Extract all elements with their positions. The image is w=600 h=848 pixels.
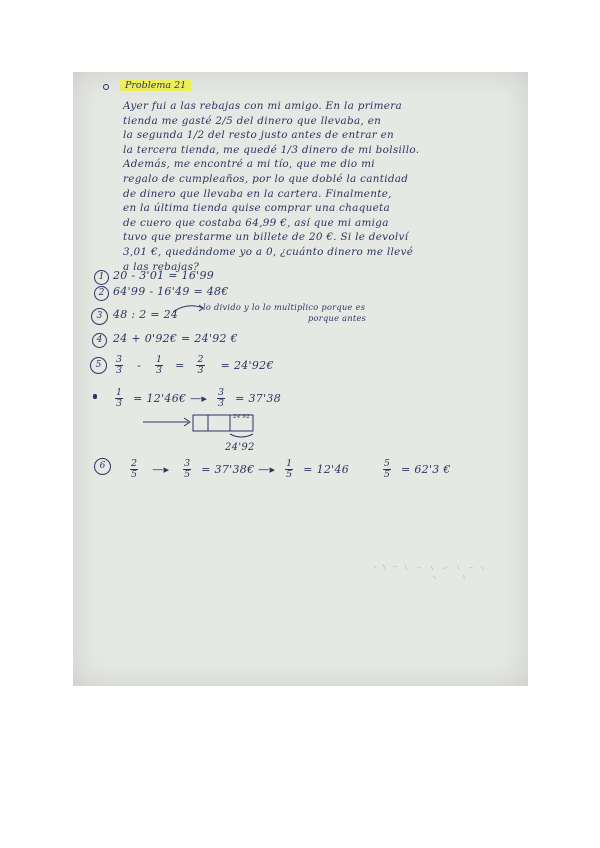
step-2-equation: 64'99 - 16'49 = 48€ xyxy=(113,285,229,298)
step-number: 3 xyxy=(91,308,108,325)
step-3-arrow xyxy=(173,304,205,314)
step-thirds-equation xyxy=(113,388,281,409)
box-note: 24'92 xyxy=(233,414,251,420)
text-line: Además, me encontré a mi tío, que me dio mi xyxy=(123,158,375,171)
step-number: 4 xyxy=(92,333,107,348)
step-6-equation xyxy=(128,459,451,480)
result: = 37'38 xyxy=(235,391,282,405)
result: = 24'92€ xyxy=(220,358,274,372)
text-line: la tercera tienda, me quedé 1/3 dinero de mi bolsillo. xyxy=(123,143,420,156)
text-line: a las rebajas? xyxy=(123,260,200,273)
numerator: 5 xyxy=(383,458,391,469)
text-line: regalo de cumpleaños, por lo que doblé la cantidad xyxy=(123,172,409,185)
text-line: la segunda 1/2 del resto justo antes de entrar en xyxy=(123,129,395,142)
bullet-circle xyxy=(103,84,109,90)
arrow: —▸ xyxy=(152,462,170,476)
diagram-label: 24'92 xyxy=(225,442,255,453)
numerator: 1 xyxy=(116,387,123,398)
text-line: 3,01 €, quedándome yo a 0, ¿cuánto dinero me llevé xyxy=(123,245,414,258)
denominator: 5 xyxy=(383,469,391,480)
fraction xyxy=(217,388,225,409)
fraction xyxy=(196,355,204,376)
step-number: 1 xyxy=(94,270,109,285)
operator: - xyxy=(137,358,142,372)
denominator: 3 xyxy=(218,398,225,409)
middle-term: = 12'46€ —▸ xyxy=(133,391,208,405)
numerator: 3 xyxy=(184,458,191,469)
numerator: 2 xyxy=(197,354,204,365)
numerator: 3 xyxy=(116,354,123,365)
fraction xyxy=(285,459,293,480)
middle-term: = 37'38€ —▸ xyxy=(201,462,276,476)
numerator: 3 xyxy=(218,387,225,398)
step-3-note-line1: lo divido y lo lo multiplico porque es xyxy=(203,302,366,312)
fraction xyxy=(115,388,123,409)
text-line: de dinero que llevaba en la cartera. Finalmente, xyxy=(123,187,392,200)
step-number: 6 xyxy=(94,458,111,475)
numerator: 1 xyxy=(155,354,163,365)
text-line: de cuero que costaba 64,99 €, así que mi amiga xyxy=(123,216,389,229)
step-5-equation xyxy=(113,355,274,376)
problem-text xyxy=(123,99,419,274)
middle-term: = 12'46 xyxy=(303,462,350,476)
numerator: 1 xyxy=(286,458,293,469)
step-4-equation: 24 + 0'92€ = 24'92 € xyxy=(113,332,238,345)
step-number: 2 xyxy=(94,286,109,301)
text-line: Ayer fui a las rebajas con mi amigo. En la primera xyxy=(123,100,402,112)
bleed-through-marks xyxy=(373,560,493,582)
denominator: 3 xyxy=(197,365,204,376)
denominator: 3 xyxy=(116,365,123,376)
step-number: 5 xyxy=(90,357,107,374)
fraction xyxy=(155,355,163,376)
numerator: 2 xyxy=(131,458,138,469)
step-3-note-line2: porque antes xyxy=(308,313,367,323)
scanned-page xyxy=(73,72,528,686)
fraction xyxy=(183,459,191,480)
step-3-equation: 48 : 2 = 24 xyxy=(113,308,179,321)
denominator: 3 xyxy=(155,365,163,376)
denominator: 5 xyxy=(286,469,293,480)
problem-title: Problema 21 xyxy=(120,80,191,91)
text-line: tuvo que prestarme un billete de 20 €. Si le devolví xyxy=(123,231,409,244)
denominator: 3 xyxy=(116,398,123,409)
text-line: en la última tienda quise comprar una chaqueta xyxy=(123,202,391,215)
denominator: 5 xyxy=(131,469,138,480)
denominator: 5 xyxy=(184,469,191,480)
fraction xyxy=(115,355,123,376)
result: = 62'3 € xyxy=(401,462,451,476)
operator: = xyxy=(175,358,185,372)
text-line: tienda me gasté 2/5 del dinero que llevaba, en xyxy=(123,114,382,127)
bullet-dot xyxy=(93,394,97,399)
fraction xyxy=(383,459,391,480)
step-1-equation: 20 - 3'01 = 16'99 xyxy=(113,269,215,282)
fraction xyxy=(130,459,138,480)
